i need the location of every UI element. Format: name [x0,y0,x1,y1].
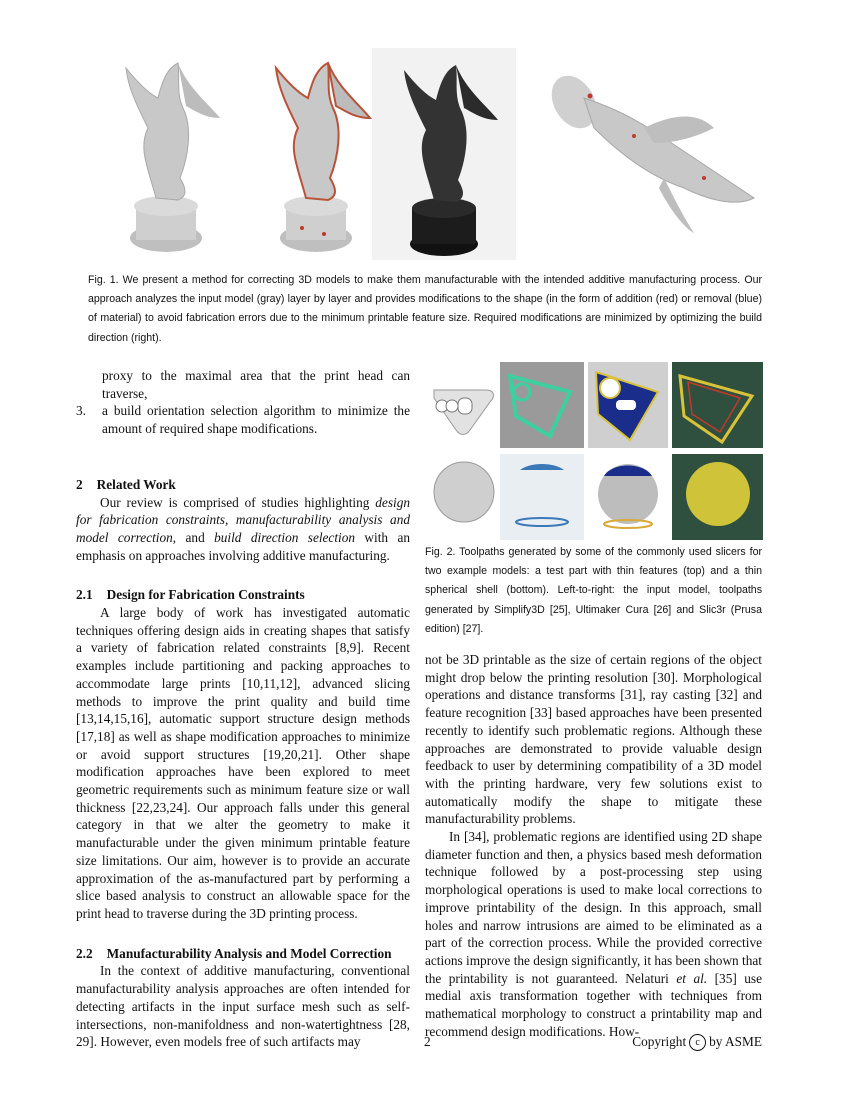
section-2-2-heading [76,945,410,963]
figure-1-caption: Fig. 1. We present a method for correcting 3D models to make them manufacturable with the intended additive manufacturing process. Our approach analyzes the input model (gray) layer by layer and provides modifications to the shape (in the form of addition (red) or removal (blue) of material) to avoid fabrication errors due to the minimum printable feature size. Required modifications are minimized by optimizing the build direction (right). [88,274,762,344]
slic3r-sphere [672,454,763,540]
cura-toolpath [588,362,668,448]
dragon-modifications [258,52,378,260]
section-2-heading [76,476,410,494]
slic3r-toolpath [672,362,763,448]
section-2-1-heading [76,586,410,604]
input-test-part [434,390,493,435]
section-number: 2.2 [76,945,93,961]
figure-2-caption: Fig. 2. Toolpaths generated by some of the commonly used slicers for two example models: a test part with thin features (top) and a thin spherical shell (bottom). Left-to-right: the input model, toolpaths generated by Simplify3D [25], Ultimaker Cura [26] and Slic3r (Prusa edition) [27]. [425,546,762,635]
simplify3d-toolpath [500,362,584,448]
section-title: Manufacturability Analysis and Model Correction [106,945,392,961]
section-2-paragraph: Our review is comprised of studies highlighting design for fabrication constraints, manufacturability analysis and model correction, and build direction selection with an emphasis on approaches involving additive manufacturing. [76,494,411,563]
right-column [425,651,762,1040]
section-number: 2.1 [76,587,93,603]
page-number: 2 [424,1034,431,1049]
copyright: Copyright c by ASME [632,1034,762,1051]
list-continuation: proxy to the maximal area that the print head can traverse, [102,368,410,401]
dragon-input-gray [108,48,228,260]
copyright-icon: c [689,1034,706,1051]
section-title: Related Work [96,476,176,492]
simplify3d-sphere [500,454,584,540]
right-paragraph-1: not be 3D printable as the size of certain regions of the object might drop below the printing resolution [30]. Morphological operations and distance transforms [31], ray casting [32] and feature recognition [33] based approaches have been presented recently to identify such problematic regions. Although these approaches are demonstrated to provide valuable design feedback to user by determining compatibility of a 3D model with the printing hardware, very few solutions exist to automatically modify the shape to mitigate these manufacturability problems. [425,652,762,827]
right-paragraph-2: In [34], problematic regions are identified using 2D shape diameter function and then, a physics based mesh deformation technique followed by a post-processing step using morphological operations is used to make local corrections to improve printability of the design. In this approach, small holes and narrow intrusions are aimed to be eliminated as a part of the correction process. While the provided corrective actions improve the design significantly, it has been shown that the printability is not guaranteed. Nelaturi et al. [35] use medial axis transformation together with techniques from mathematical morphology to construct a printability map and recommend design modifications. How- [425,829,763,1039]
section-2-2-paragraph: In the context of additive manufacturing, conventional manufacturability analysis approaches are often intended for detecting artifacts in the input surface mesh such as self-intersections, non-manifoldness and non-watertightness [28, 29]. However, even models free of such artifacts may [76,963,410,1050]
section-2-1-paragraph: A large body of work has investigated automatic techniques offering design aids in creating shapes that satisfy a variety of fabrication related constraints [8,9]. Recent examples include partitioning and packing approaches to accommodate large prints [10,11,12], advanced slicing methods to improve the print quality and build time [13,14,15,16], automatic support structure design methods [17,18] as well as shape modification approaches to minimize or avoid support structures [19,20,21]. Other shape modification approaches have been explored to meet geometric requirements such as minimum feature size or wall thickness [22,23,24]. Our approach falls under this general category in that we alter the geometry to make it manufacturable under the given minimum printable feature size limitations. Our aim, however is to provide an accurate approximation of the as-manufactured part by performing a slice based analysis to construct an allowable space for the print head to traverse during the 3D printing process. [76,605,410,921]
list-item [76,402,410,437]
left-column [76,367,410,1051]
contribution-list [76,402,410,437]
section-number: 2 [76,476,83,492]
cura-sphere [588,454,668,540]
dragon-printed-black [372,48,516,260]
dragon-rotated-build-direction [544,58,762,238]
list-item-text: a build orientation selection algorithm to minimize the amount of required shape modifications. [102,403,410,437]
list-item-number: 3. [76,403,86,419]
figure-1 [88,48,762,260]
input-sphere-shell [434,462,494,522]
section-title: Design for Fabrication Constraints [106,587,305,603]
figure-2 [430,362,763,540]
